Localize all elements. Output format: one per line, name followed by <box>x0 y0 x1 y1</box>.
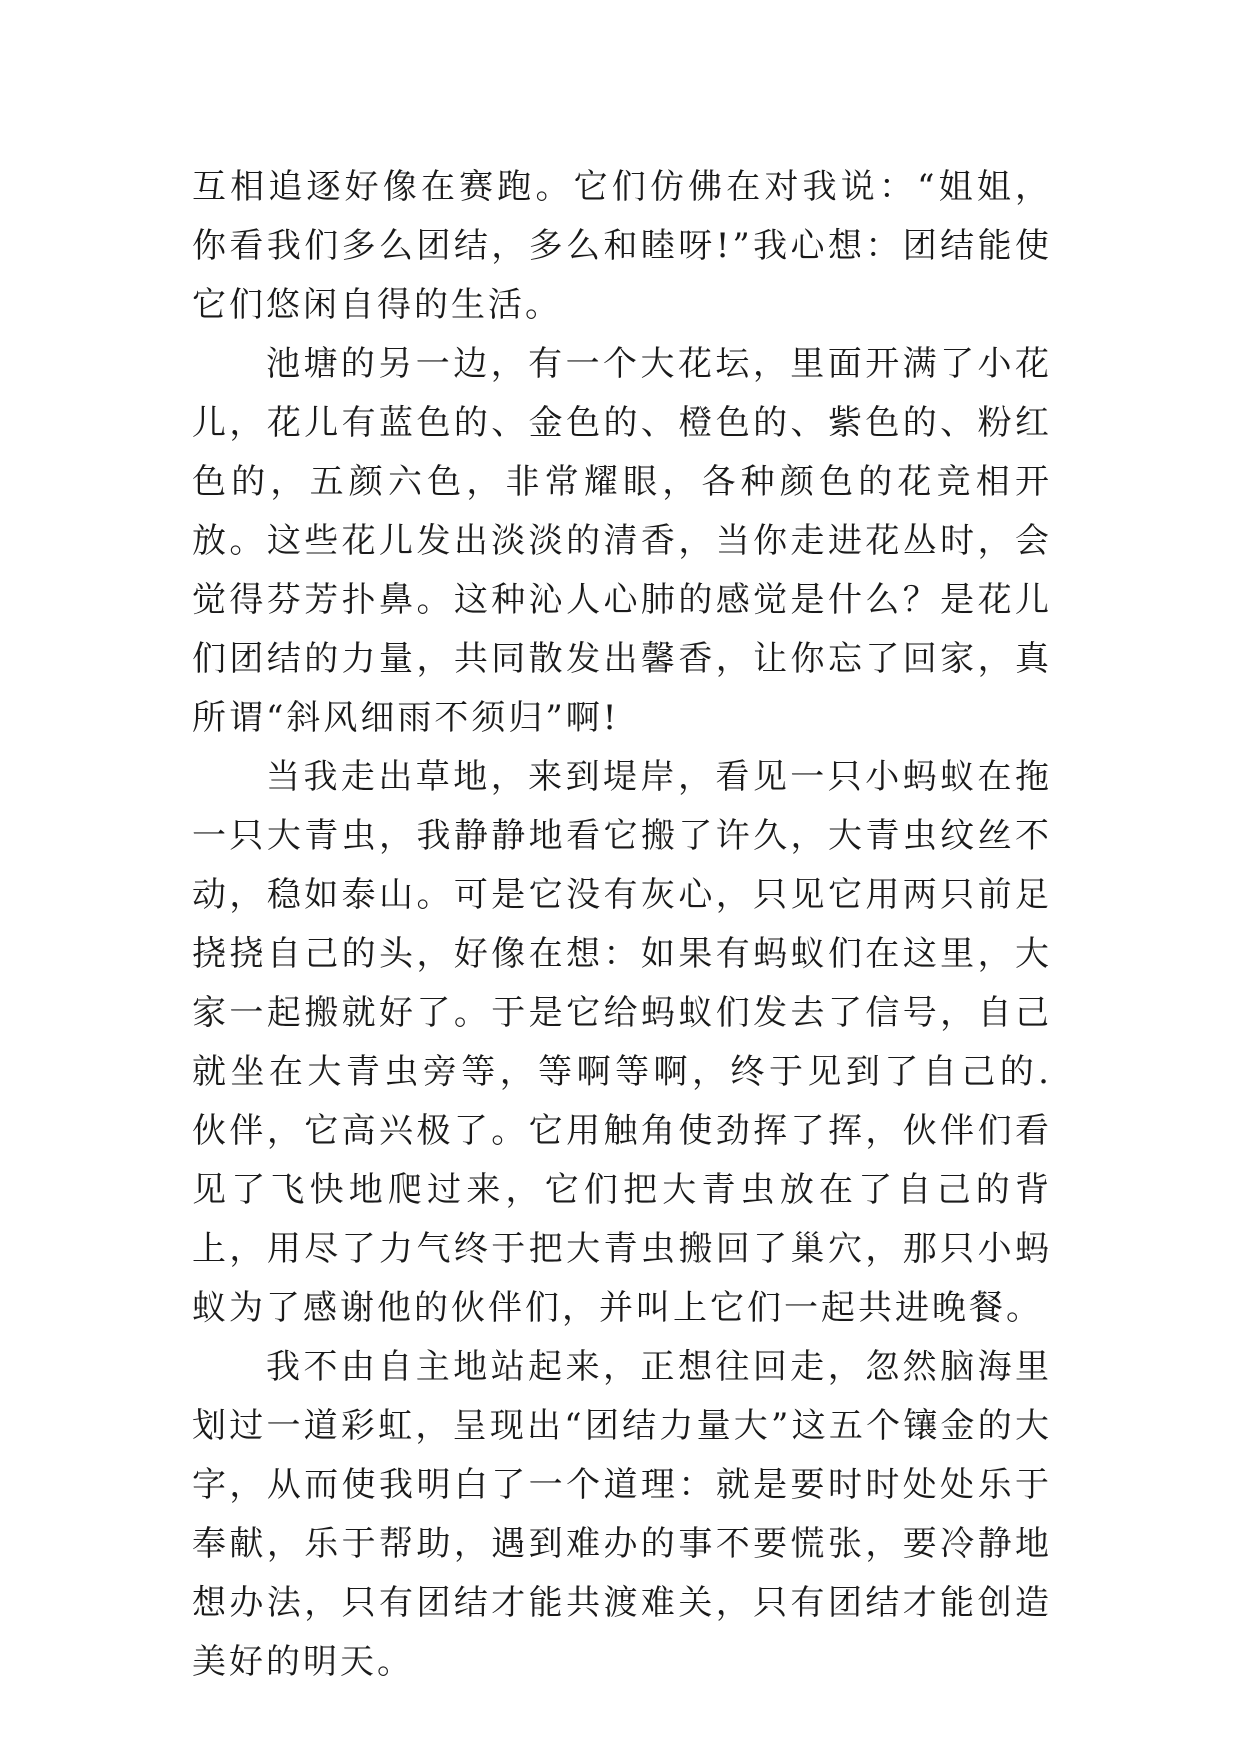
document-body <box>192 158 1052 1692</box>
paragraph-3: 当我走出草地，来到堤岸，看见一只小蚂蚁在拖一只大青虫，我静静地看它搬了许久，大青虫纹丝不动，稳如泰山。可是它没有灰心，只见它用两只前足挠挠自己的头，好像在想：如果有蚂蚁们在这里，大家一起搬就好了。于是它给蚂蚁们发去了信号，自己就坐在大青虫旁等，等啊等啊，终于见到了自己的.伙伴，它高兴极了。它用触角使劲挥了挥，伙伴们看见了飞快地爬过来，它们把大青虫放在了自己的背上，用尽了力气终于把大青虫搬回了巢穴，那只小蚂蚁为了感谢他的伙伴们，并叫上它们一起共进晚餐。 <box>192 757 1052 1328</box>
paragraph-2: 池塘的另一边，有一个大花坛，里面开满了小花儿，花儿有蓝色的、金色的、橙色的、紫色的、粉红色的，五颜六色，非常耀眼，各种颜色的花竞相开放。这些花儿发出淡淡的清香，当你走进花丛时，会觉得芬芳扑鼻。这种沁人心肺的感觉是什么？是花儿们团结的力量，共同散发出馨香，让你忘了回家，真所谓“斜风细雨不须归”啊! <box>192 344 1052 738</box>
paragraph-4: 我不由自主地站起来，正想往回走，忽然脑海里划过一道彩虹，呈现出“团结力量大”这五个镶金的大字，从而使我明白了一个道理：就是要时时处处乐于奉献，乐于帮助，遇到难办的事不要慌张，要冷静地想办法，只有团结才能共渡难关，只有团结才能创造美好的明天。 <box>192 1347 1052 1682</box>
paragraph-1: 互相追逐好像在赛跑。它们仿佛在对我说：“姐姐，你看我们多么团结，多么和睦呀!”我心想：团结能使它们悠闲自得的生活。 <box>192 167 1052 325</box>
